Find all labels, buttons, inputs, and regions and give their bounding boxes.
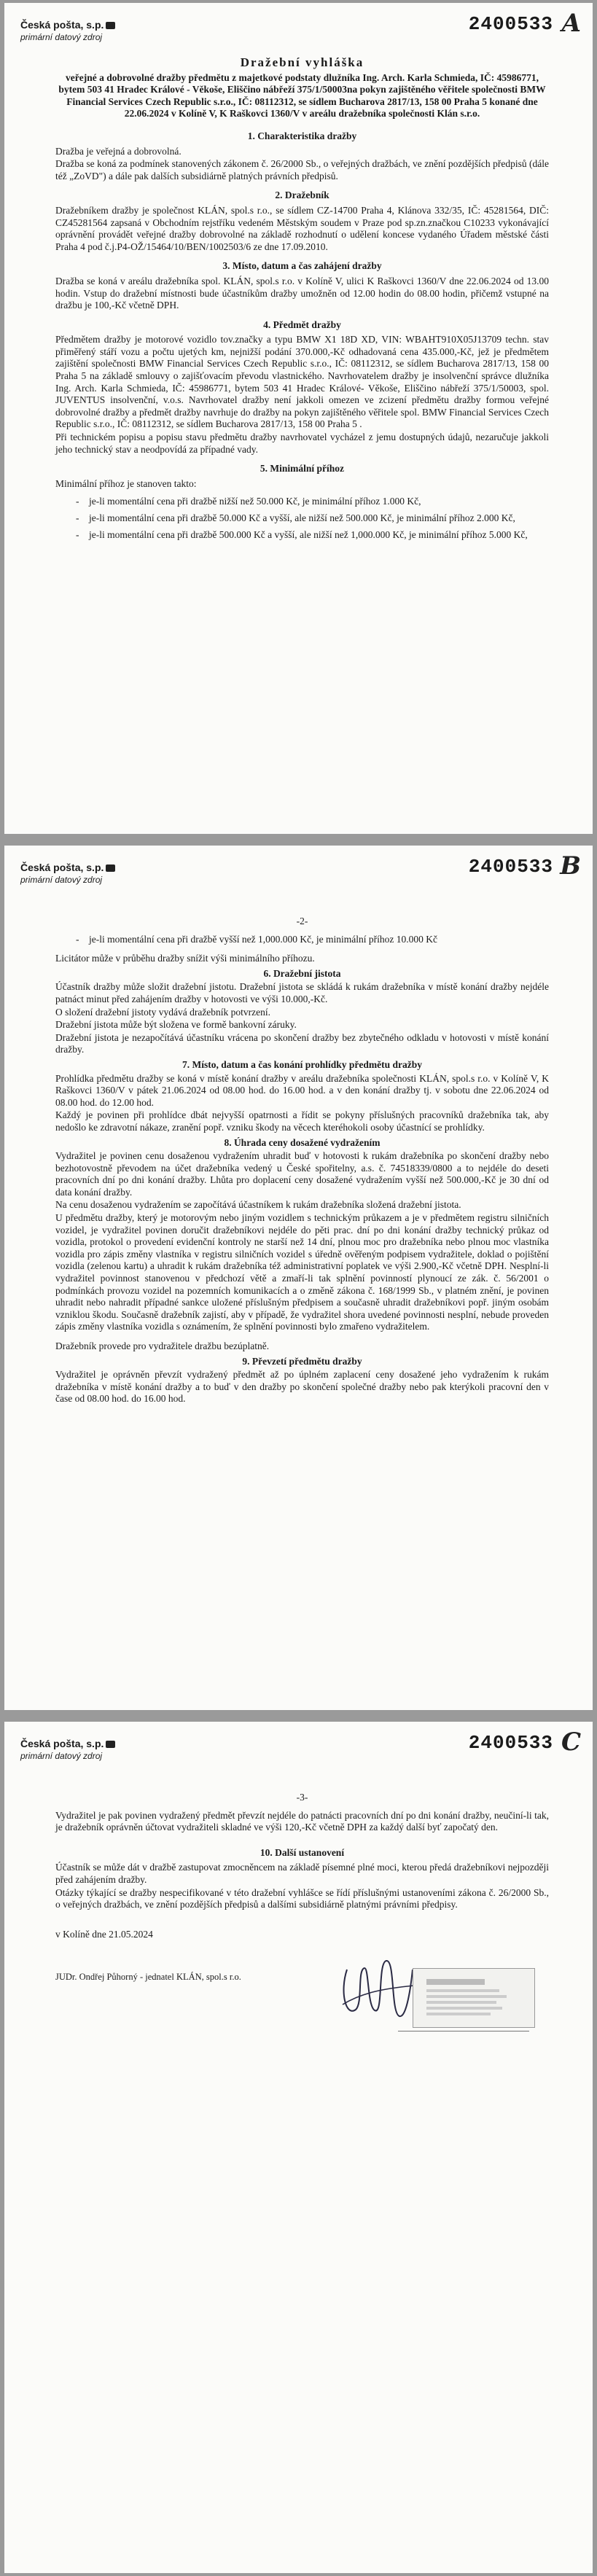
list-item: - je-li momentální cena při dražbě nižší než 50.000 Kč, je minimální příhoz 1.000 Kč,	[55, 496, 549, 508]
document-title: Dražební vyhláška	[240, 55, 364, 69]
bid-increment-list	[55, 496, 549, 541]
section-heading: 4. Předmět dražby	[263, 319, 341, 330]
paragraph: Licitátor může v průběhu dražby snížit výši minimálního příhozu.	[55, 953, 315, 964]
page-header	[20, 862, 115, 885]
posthorn-logo-icon	[106, 864, 115, 872]
section-heading: 7. Místo, datum a čas konání prohlídky předmětu dražby	[182, 1058, 423, 1070]
paragraph: U předmětu dražby, který je motorovým nebo jiným vozidlem s technickým průkazem a je v předmětem registru silničních vozidel, je vydražitel povinen doručit dražebníkovi nejdéle do pěti prac. dní po dni konání dražby technický průkaz od vozidla, protokol o provedení evidenční kontroly ne starší než 14 dní, plnou moc pro dražebníka nebo plnou moc vlastníka vozidla pro zápis změny vlastníka v registru silničních vozidel s úředně ověřeným podpisem vydražitele, doklad o pojištění vozidla (zelenou kartu) a uhradit k rukám dražebníka též administrativní poplatek ve výši 2.900,-Kč včetně DPH. Nesplní-li vydražitel povinnost stanovenou v předchozí větě a zmaří-li tak splnění povinností plynoucí ze zák. č. 56/2001 o podmínkách provozu vozidel na pozemních komunikacích a o změně zákona č. 168/1999 Sb., v platném znění, je povinen uhradit nebo nahradit případné sankce uložené příslušným předpisem a současně uhradit dražebníkovi popř. jiným osobám vzniklou škodu. Současně dražebník zajistí, aby v případě, že vydražitel shora uvedené povinnosti nesplní, nebude proveden zápis změny vlastníka vozidla s oznámením, že splnění povinnosti bylo zmařeno vydražitelem.	[55, 1212, 549, 1332]
paragraph: Dražební jistota je nezapočítává účastníku vrácena po skončení dražby bez zbytečného odkladu v hotovosti v místě konání dražby.	[55, 1031, 549, 1055]
company-stamp	[413, 1968, 535, 2028]
page-number: -2-	[296, 916, 308, 926]
paragraph: Každý je povinen při prohlídce dbát nejvyšší opatrnosti a řídit se pokyny příslušných pracovníků dražebníka tak, aby nedošlo ke zdravotní nákaze, zranění popř. vzniku škody na věcech kteréhokoli osoby účastnící se prohlídky.	[55, 1109, 549, 1133]
paragraph: Vydražitel je povinen cenu dosaženou vydražením uhradit buď v hotovosti k rukám dražebníka po skončení dražby nebo bezhotovostně převodem na účet dražebníka vedený u České spořitelny, a.s. č. 74518339/0800 a to nejdéle do deseti pracovních dní po dni konání dražby. Lhůta pro doplacení ceny dosažené vydražením vyšší než 500.000,-Kč je 30 dní od data konání dražby.	[55, 1150, 549, 1198]
list-item: - je-li momentální cena při dražbě 500.000 Kč a vyšší, ale nižší než 1,000.000 Kč, je minimální příhoz 5.000 Kč,	[55, 529, 549, 542]
posthorn-logo-icon	[106, 1741, 115, 1748]
paragraph: Předmětem dražby je motorové vozidlo tov.značky a typu BMW X1 18D XD, VIN: WBAHT910X05J13709 techn. stav přiměřený stáří vozu a počtu ujetých km, nejnižší podání 370.000,-Kč odhadovaná cena 435.000,-Kč, jež je předmětem zajištění společnosti BMW Financial Services Czech Republic s.r.o., IČ: 08112312, se sídlem Bucharova 2817/13, 158 00 Praha 5 na základě smlouvy o zajišťovacím převodu vlastnického. Navrhovatelem dražby je insolvenční správce dlužníka Ing. Arch. Karla Schmieda, IČ: 45986771, bytem 503 41 Hradec Králové- Věkoše, Eliščino nábřeží 375/1/50003, spol. JUVENTUS insolvenční, v.o.s. Navrhovatel dražby není jakkoli omezen ve zcizení předmětu dražby formou veřejné dobrovolné dražby a předmět dražby navrhuje do dražby na pokyn zajištěného věřitele spol. BMW Financial Services Czech Republic s.r.o., IČ: 08112312, se sídlem Bucharova 2817/13, 158 00 Praha 5 .	[55, 334, 549, 430]
document-number: 2400533	[468, 1732, 553, 1754]
page-body	[55, 1792, 549, 1984]
paragraph: Na cenu dosaženou vydražením se započítává účastníkem k rukám dražebníka složená dražební jistota.	[55, 1199, 461, 1211]
header-organization: Česká pošta, s.p.	[20, 19, 104, 31]
list-item: - je-li momentální cena při dražbě vyšší než 1,000.000 Kč, je minimální příhoz 10.000 Kč	[55, 934, 549, 946]
paragraph: Minimální příhoz je stanoven takto:	[55, 477, 197, 489]
place-date: v Kolíně dne 21.05.2024	[55, 1928, 153, 1940]
paragraph: Při technickém popisu a popisu stavu předmětu dražby navrhovatel vycházel z jemu dostupných údajů, nezaručuje jakkoli jeho technický stav a neodpovídá za případné vady.	[55, 432, 549, 455]
section-heading: 2. Dražebník	[275, 190, 329, 201]
paragraph: Prohlídka předmětu dražby se koná v místě konání dražby v areálu dražebníka společnosti KLÁN, spol.s r.o. v Kolíně V, K Raškovci 1360/V v pátek 21.06.2024 od 08.00 hod. do 16.00 hod. a v den konání dražby tj. v sobotu dne 22.06.2024 od 08.00 hod. do 12.00 hod.	[55, 1072, 549, 1108]
header-source-label: primární datový zdroj	[20, 875, 103, 885]
paragraph: Otázky týkající se dražby nespecifikované v této dražební vyhlášce se řídí příslušnými ustanoveními zákona č. 26/2000 Sb., o veřejných dražbách, ve znění pozdějších předpisů a dalšími subsidiárně platnými právními předpisy.	[55, 1886, 549, 1910]
header-organization: Česká pošta, s.p.	[20, 1738, 104, 1749]
posthorn-logo-icon	[106, 22, 115, 29]
paragraph: Dražebníkem dražby je společnost KLÁN, spol.s r.o., se sídlem CZ-14700 Praha 4, Klánova 332/35, IČ: 45281564, DIČ: CZ45281564 zapsaná v Obchodním rejstříku vedeném Městským soudem v Praze pod sp.zn.značkou C10233 vykonávající oprávnění provádět veřejné dražby dobrovolné na základě rozhodnutí o udělení koncese vydaného Úřadem městské části Praha 4 pod č.j.P4-OŽ/15464/10/BEN/1002503/6 ze dne 17.09.2010.	[55, 204, 549, 252]
paragraph: Dražba se koná za podmínek stanovených zákonem č. 26/2000 Sb., o veřejných dražbách, ve znění pozdějších předpisů (dále též „ZoVD") a dále pak dalších subsidiárně platných právních předpisů.	[55, 158, 549, 182]
header-source-label: primární datový zdroj	[20, 32, 103, 42]
paragraph: Vydražitel je pak povinen vydražený předmět převzít nejdéle do patnácti pracovních dní po dni konání dražby, neučiní-li tak, je dražebník oprávněn účtovat vydražiteli skladné ve výši 120,-Kč včetně DPH za každý další byť započatý den.	[55, 1809, 549, 1833]
page-header	[20, 19, 115, 42]
document-number: 2400533	[468, 13, 553, 35]
page-number: -3-	[296, 1792, 308, 1803]
handwritten-signature	[332, 1940, 420, 2035]
page-letter: A	[561, 9, 581, 38]
list-item: - je-li momentální cena při dražbě 50.000 Kč a vyšší, ale nižší než 500.000 Kč, je minimální příhoz 2.000 Kč,	[55, 512, 549, 525]
paragraph: Dražební jistota může být složena ve formě bankovní záruky.	[55, 1019, 297, 1031]
page-header	[20, 1738, 115, 1761]
page-letter: B	[560, 851, 581, 881]
page-body	[55, 916, 549, 1406]
header-source-label: primární datový zdroj	[20, 1751, 103, 1761]
paragraph: Účastník dražby může složit dražební jistotu. Dražební jistota se skládá k rukám dražebníka v místě konání dražby nejdéle patnáct minut před zahájením dražby v hotovosti ve výši 10.000,-Kč.	[55, 981, 549, 1004]
section-heading: 5. Minimální příhoz	[260, 463, 345, 475]
section-heading: 9. Převzetí předmětu dražby	[242, 1355, 362, 1367]
page-letter: C	[561, 1728, 581, 1757]
page-body	[55, 57, 549, 545]
paragraph: Vydražitel je oprávněn převzít vydražený předmět až po úplném zaplacení ceny dosažené jeho vydražením k rukám dražebníka v místě konání dražby a to buď v den dražby po skončení společné dražby nebo pak kterýkoli pracovní den v čase od 08.00 hod. do 16.00 hod.	[55, 1369, 549, 1405]
section-heading: 3. Místo, datum a čas zahájení dražby	[222, 260, 382, 272]
paragraph: Dražba je veřejná a dobrovolná.	[55, 145, 182, 157]
document-subtitle: veřejné a dobrovolné dražby předmětu z majetkové podstaty dlužníka Ing. Arch. Karla Schmieda, IČ: 45986771, bytem 503 41 Hradec Králové - Věkoše, Eliščino nábřeží 375/1/50003na pokyn zajištěného věřitele společnosti BMW Financial Services Czech Republic s.r.o., IČ: 08112312, se sídlem Bucharova 2817/13, 158 00 Praha 5 konané dne 22.06.2024 v Kolíně V, K Raškovci 1360/V v areálu dražebníka společnosti Klán s.r.o.	[58, 71, 546, 120]
paragraph: O složení dražební jistoty vydává dražebník potvrzení.	[55, 1006, 271, 1018]
section-heading: 6. Dražební jistota	[263, 967, 341, 979]
document-page-1	[4, 3, 593, 834]
section-heading: 1. Charakteristika dražby	[247, 130, 357, 141]
document-page-3	[4, 1722, 593, 2573]
bid-increment-list	[55, 934, 549, 946]
header-organization: Česká pošta, s.p.	[20, 862, 104, 873]
paragraph: Dražba se koná v areálu dražebníka spol. KLÁN, spol.s r.o. v Kolíně V, ulici K Raškovci 1360/V dne 22.06.2024 od 13.00 hodin. Vstup do dražební místnosti bude účastníkům dražby umožněn od 12.00 hodin do 08.00 hodin, přičemž vstupné na dražbu je 100,-Kč včetně DPH.	[55, 275, 549, 311]
document-number: 2400533	[468, 856, 553, 878]
paragraph: Dražebník provede pro vydražitele dražbu bezúplatně.	[55, 1340, 270, 1351]
paragraph: Účastník se může dát v dražbě zastupovat zmocněncem na základě písemné plné moci, kterou předá dražebníkovi nejpozději před zahájením dražby.	[55, 1862, 549, 1885]
document-page-2	[4, 846, 593, 1710]
section-heading: 8. Úhrada ceny dosažené vydražením	[224, 1136, 381, 1148]
section-heading: 10. Další ustanovení	[260, 1846, 345, 1858]
signatory-line: JUDr. Ondřej Půhorný - jednatel KLÁN, spol.s r.o.	[55, 1972, 241, 1983]
